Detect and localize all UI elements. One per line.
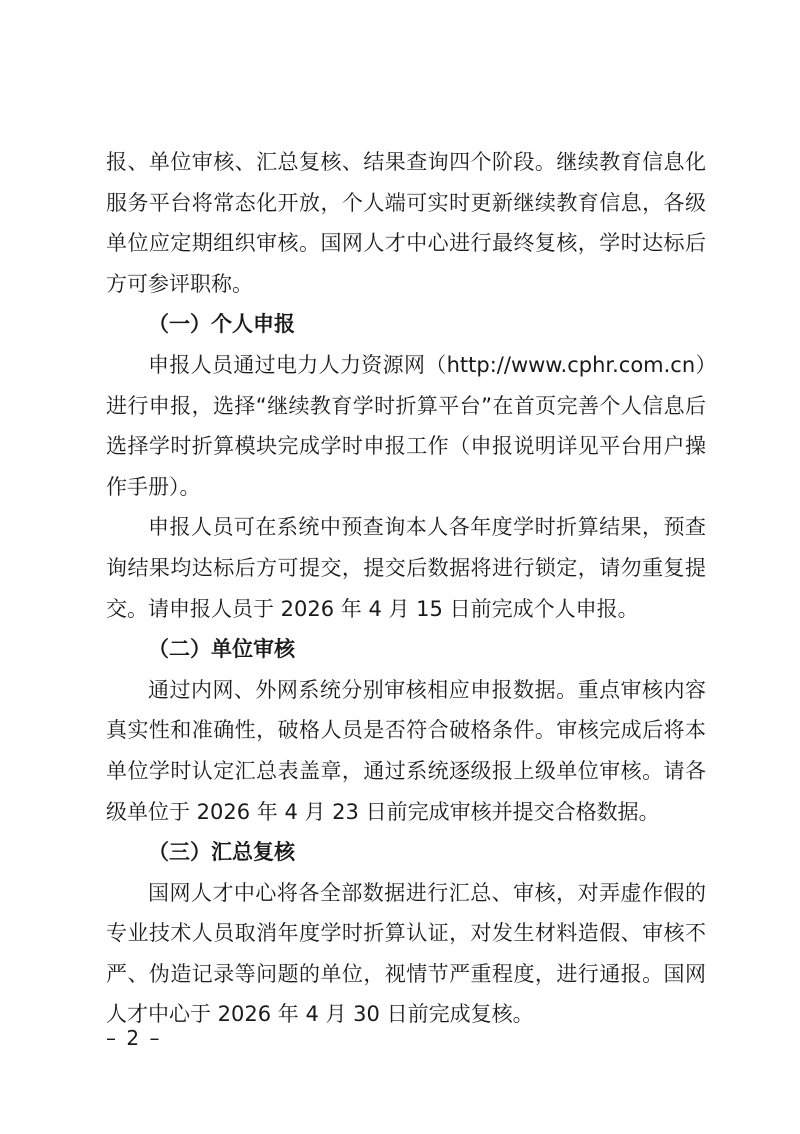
document-body <box>106 142 706 1035</box>
page-number: – 2 – <box>106 1026 162 1050</box>
heading-unit-review: （二）单位审核 <box>148 637 295 662</box>
paragraph-summary-review: 国网人才中心将各全部数据进行汇总、审核，对弄虚作假的专业技术人员取消年度学时折算认证，对发生材料造假、审核不严、伪造记录等问题的单位，视情节严重程度，进行通报。国网人才中心于 2026 年 4 月 30 日前完成复核。 <box>106 880 706 1027</box>
paragraph-process-stages: 报、单位审核、汇总复核、结果查询四个阶段。继续教育信息化服务平台将常态化开放，个人端可实时更新继续教育信息，各级单位应定期组织审核。国网人才中心进行最终复核，学时达标后方可参评职称。 <box>106 150 706 296</box>
heading-summary-review: （三）汇总复核 <box>148 840 295 865</box>
paragraph-declaration-deadline: 申报人员可在系统中预查询本人各年度学时折算结果，预查询结果均达标后方可提交，提交后数据将进行锁定，请勿重复提交。请申报人员于 2026 年 4 月 15 日前完成个人申报。 <box>106 515 706 621</box>
paragraph-declaration-method: 申报人员通过电力人力资源网（http://www.cphr.com.cn）进行申报，选择“继续教育学时折算平台”在首页完善个人信息后选择学时折算模块完成学时申报工作（申报说明详见平台用户操作手册）。 <box>106 352 706 499</box>
paragraph-unit-review: 通过内网、外网系统分别审核相应申报数据。重点审核内容真实性和准确性，破格人员是否符合破格条件。审核完成后将本单位学时认定汇总表盖章，通过系统逐级报上级单位审核。请各级单位于 2026 年 4 月 23 日前完成审核并提交合格数据。 <box>106 677 706 824</box>
heading-personal-declaration: （一）个人申报 <box>148 312 295 337</box>
